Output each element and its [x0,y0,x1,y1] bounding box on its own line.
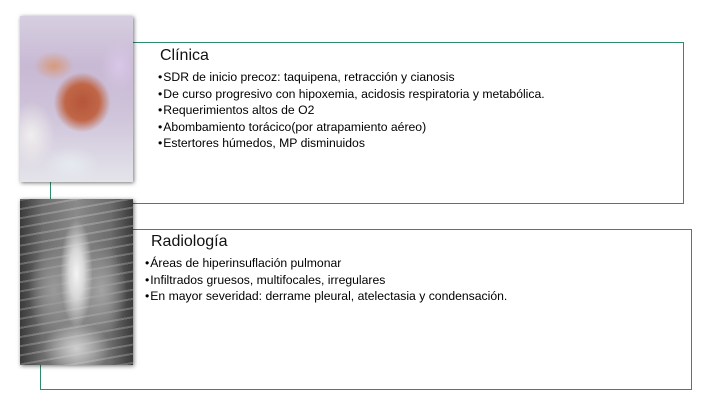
list-item: •Requerimientos altos de O2 [158,103,315,118]
newborn-photo [20,16,133,182]
list-item: •Abombamiento torácico(por atrapamiento aéreo) [158,119,427,134]
list-item: •Estertores húmedos, MP disminuidos [158,136,365,151]
list-item: •Áreas de hiperinsuflación pulmonar [145,256,342,270]
list-item: •SDR de inicio precoz: taquipena, retracción y cianosis [158,70,455,84]
clinica-title: Clínica [160,47,209,64]
radiologia-frame [40,229,692,390]
list-item: •En mayor severidad: derrame pleural, atelectasia y condensación. [145,289,508,304]
list-item: •De curso progresivo con hipoxemia, acidosis respiratoria y metabólica. [158,86,545,101]
list-item: •Infiltrados gruesos, multifocales, irregulares [145,272,386,287]
radiologia-bullet-list [145,255,507,305]
radiologia-title: Radiología [151,233,228,250]
clinica-bullet-list [158,69,545,152]
chest-xray-image [20,199,133,365]
